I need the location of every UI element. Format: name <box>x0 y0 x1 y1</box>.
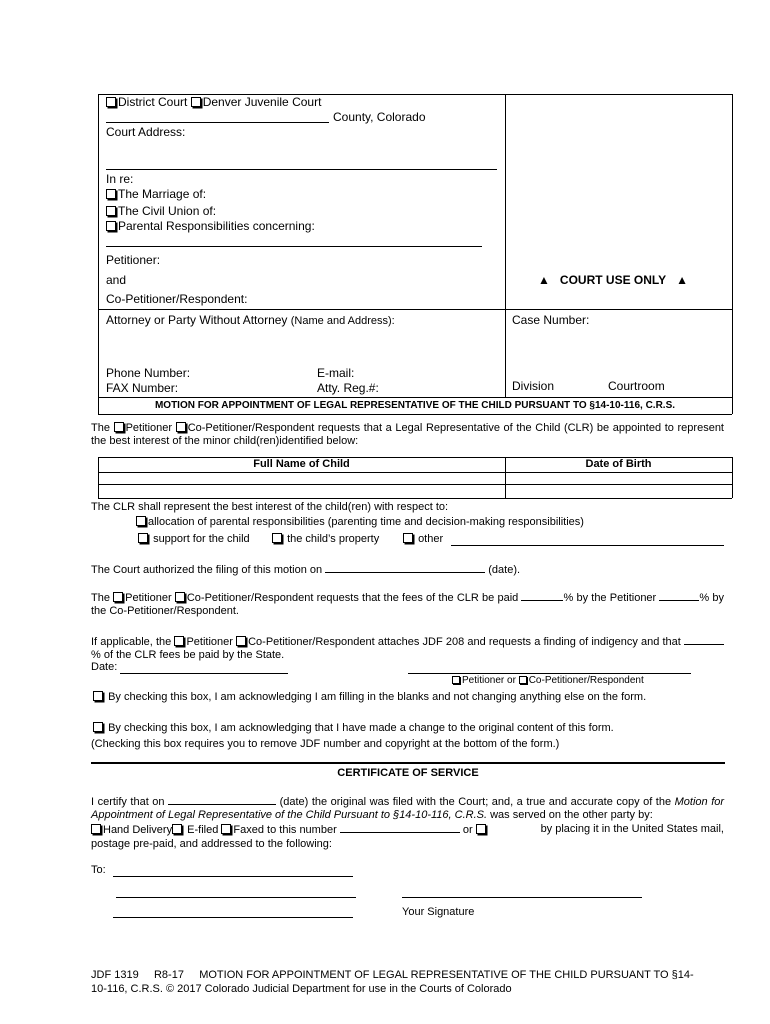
certificate-p1b: (date) the original was filed with the Court; and, a true and accurate copy of the <box>279 796 672 808</box>
county-label: County, Colorado <box>333 110 426 124</box>
juvenile-court-label: Denver Juvenile Court <box>202 95 322 109</box>
intro-petitioner-label: Petitioner <box>125 422 173 434</box>
indigency-paragraph <box>91 634 724 662</box>
indigency-petitioner-checkbox[interactable] <box>174 636 184 646</box>
date-blank[interactable] <box>120 673 288 674</box>
signature-blank[interactable] <box>408 673 691 674</box>
fees-text-1b: % by the Petitioner <box>563 592 657 604</box>
intro-co-petitioner-checkbox[interactable] <box>176 422 186 432</box>
attorney-row <box>106 313 395 327</box>
child-dob-cell[interactable] <box>506 485 731 497</box>
county-blank[interactable] <box>106 122 329 123</box>
ack-no-change-checkbox[interactable] <box>93 691 103 701</box>
attorney-label: Attorney or Party Without Attorney <box>106 313 288 327</box>
other-label: other <box>418 533 444 545</box>
ack-change-checkbox[interactable] <box>93 722 103 732</box>
attorney-section-border <box>98 309 732 310</box>
or-label: or <box>462 824 473 836</box>
certificate-motion-title-a: Motion <box>674 796 708 808</box>
fees-petitioner-checkbox[interactable] <box>113 592 123 602</box>
hand-delivery-checkbox[interactable] <box>91 824 101 834</box>
support-row <box>138 533 250 545</box>
fees-text-1a: requests that the fees of the CLR be paid <box>316 592 519 604</box>
caption-right-border <box>732 94 733 414</box>
indigency-prefix: If applicable, the <box>91 636 172 648</box>
table-header-dob: Date of Birth <box>585 458 652 470</box>
footer-line-1: JDF 1319 R8-17 MOTION FOR APPOINTMENT OF LEGAL REPRESENTATIVE OF THE CHILD PURSUANT TO §14- <box>91 969 694 981</box>
fees-the: The <box>91 592 110 604</box>
signer-petitioner-checkbox[interactable] <box>452 676 460 684</box>
table-border-bottom <box>98 498 732 499</box>
ack-no-change-row <box>93 691 646 703</box>
marriage-label: The Marriage of: <box>118 187 207 201</box>
fees-petitioner-percent-blank[interactable] <box>521 590 563 601</box>
support-label: support for the child <box>153 533 250 545</box>
mail-checkbox[interactable] <box>476 824 486 834</box>
property-row <box>272 533 379 545</box>
form-title: MOTION FOR APPOINTMENT OF LEGAL REPRESENTATIVE OF THE CHILD PURSUANT TO §14-10-116, C.R.S. <box>154 400 676 411</box>
and-label: and <box>106 273 127 287</box>
atty-reg-label: Atty. Reg.#: <box>317 381 379 395</box>
intro-text-2: represent the best interest of the minor child(ren)identified below: <box>91 422 724 447</box>
service-method-row-right <box>541 823 724 835</box>
district-court-checkbox[interactable] <box>106 97 116 107</box>
indigency-text-2: % of the CLR fees be paid by the State. <box>91 649 285 661</box>
court-address-label: Court Address: <box>106 125 186 139</box>
certificate-motion-title-b: for Appointment of Legal Representative of the Child Pursuant to §14-10-116, C.R.S. <box>91 796 725 821</box>
footer-line-2: 10-116, C.R.S. © 2017 Colorado Judicial Department for use in the Courts of Colorado <box>91 983 512 995</box>
caption-divider <box>505 94 506 397</box>
title-bottom-border <box>98 414 732 415</box>
to-label: To: <box>91 864 106 876</box>
certificate-paragraph <box>91 794 724 822</box>
parental-checkbox[interactable] <box>106 221 116 231</box>
address-blank-2[interactable] <box>116 897 356 898</box>
support-checkbox[interactable] <box>138 533 148 543</box>
ack-change-label: By checking this box, I am acknowledging that I have made a change to the original content of this form. <box>108 722 614 734</box>
allocation-checkbox[interactable] <box>136 516 146 526</box>
court-address-blank[interactable] <box>106 169 497 170</box>
faxed-checkbox[interactable] <box>221 824 231 834</box>
courtroom-label: Courtroom <box>608 379 665 393</box>
certificate-p2b: was served on the other party by: <box>490 809 653 821</box>
civil-union-row <box>106 204 216 218</box>
court-use-only-label: COURT USE ONLY <box>559 273 667 287</box>
date-label: Date: <box>91 661 118 673</box>
juvenile-court-checkbox[interactable] <box>191 97 201 107</box>
indigency-co-petitioner-label: Co-Petitioner/Respondent <box>248 636 375 648</box>
indigency-co-petitioner-checkbox[interactable] <box>236 636 246 646</box>
division-label: Division <box>512 379 555 393</box>
hand-delivery-label: Hand Delivery <box>103 824 173 836</box>
allocation-row <box>136 516 584 528</box>
property-checkbox[interactable] <box>272 533 282 543</box>
fees-paragraph <box>91 590 724 618</box>
certificate-heading: CERTIFICATE OF SERVICE <box>337 767 479 779</box>
service-method-row-left <box>91 822 488 836</box>
intro-the: The <box>91 422 110 434</box>
property-label: the child’s property <box>287 533 380 545</box>
parties-blank[interactable] <box>106 246 482 247</box>
address-blank-1[interactable] <box>113 876 353 877</box>
fees-co-percent-blank[interactable] <box>659 590 699 601</box>
in-re-label: In re: <box>106 172 134 186</box>
parental-row <box>106 219 315 233</box>
fees-co-petitioner-label: Co-Petitioner/Respondent <box>186 592 314 604</box>
efiled-label: E-filed <box>187 824 219 836</box>
intro-paragraph <box>91 422 724 448</box>
court-type-row <box>106 95 321 109</box>
your-signature-label: Your Signature <box>402 906 475 918</box>
triangle-up-icon: ▲ <box>538 273 550 287</box>
caption-bottom-border <box>98 397 732 398</box>
fees-petitioner-label: Petitioner <box>125 592 172 604</box>
indigency-text-1: attaches JDF 208 and requests a finding of indigency and that <box>377 636 681 648</box>
other-checkbox[interactable] <box>403 533 413 543</box>
civil-union-checkbox[interactable] <box>106 206 116 216</box>
other-blank[interactable] <box>451 545 724 546</box>
allocation-label: allocation of parental responsibilities (parenting time and decision-making responsibilities) <box>148 516 584 528</box>
ack-change-note: (Checking this box requires you to remove JDF number and copyright at the bottom of the form.) <box>91 738 560 750</box>
intro-petitioner-checkbox[interactable] <box>114 422 124 432</box>
fees-co-petitioner-checkbox[interactable] <box>175 592 185 602</box>
child-dob-cell[interactable] <box>506 473 731 483</box>
efiled-checkbox[interactable] <box>172 824 182 834</box>
table-border-right <box>732 457 733 498</box>
child-name-cell[interactable] <box>99 485 504 497</box>
co-petitioner-label: Co-Petitioner/Respondent: <box>106 292 248 306</box>
triangle-up-icon: ▲ <box>676 273 689 287</box>
petitioner-label: Petitioner: <box>106 253 161 267</box>
ack-change-row <box>93 722 614 734</box>
section-divider <box>91 762 725 764</box>
your-signature-blank[interactable] <box>402 897 642 898</box>
child-name-cell[interactable] <box>99 473 504 483</box>
phone-label: Phone Number: <box>106 366 191 380</box>
civil-union-label: The Civil Union of: <box>118 204 217 218</box>
district-court-label: District Court <box>118 95 188 109</box>
fax-number-blank[interactable] <box>340 822 460 833</box>
indigency-percent-blank[interactable] <box>684 634 724 645</box>
other-row <box>403 533 443 545</box>
signer-co-petitioner-label: Co-Petitioner/Respondent <box>528 675 644 686</box>
fees-text-2: % by the Co-Petitioner/Respondent. <box>91 592 725 617</box>
signer-petitioner-label: Petitioner or <box>462 675 516 686</box>
faxed-label: Faxed to this number <box>233 824 337 836</box>
parental-label: Parental Responsibilities concerning: <box>118 219 315 233</box>
clr-intro: The CLR shall represent the best interest of the child(ren) with respect to: <box>91 501 449 513</box>
authorized-prefix: The Court authorized the filing of this motion on <box>91 564 323 576</box>
indigency-petitioner-label: Petitioner <box>186 636 233 648</box>
mail-label: by placing it in the United States mail, <box>540 823 724 835</box>
caption-left-border <box>98 94 99 414</box>
signer-row <box>452 675 644 686</box>
authorized-row <box>91 562 520 576</box>
email-label: E-mail: <box>317 366 355 380</box>
authorized-suffix: (date). <box>488 564 521 576</box>
fax-label: FAX Number: <box>106 381 179 395</box>
address-blank-3[interactable] <box>113 917 353 918</box>
case-number-label: Case Number: <box>512 313 590 327</box>
attorney-note: (Name and Address): <box>290 315 395 327</box>
certificate-p1a: I certify that on <box>91 796 165 808</box>
court-use-only <box>538 273 688 287</box>
signer-co-petitioner-checkbox[interactable] <box>519 676 527 684</box>
marriage-checkbox[interactable] <box>106 189 116 199</box>
ack-no-change-label: By checking this box, I am acknowledging I am filling in the blanks and not changing anything else on the form. <box>108 691 647 703</box>
table-header-name: Full Name of Child <box>253 458 350 470</box>
service-date-blank[interactable] <box>168 794 276 805</box>
intro-text-1: requests that a Legal Representative of the Child (CLR) be appointed to <box>317 422 674 434</box>
marriage-row <box>106 187 206 201</box>
authorized-date-blank[interactable] <box>325 562 485 573</box>
intro-co-petitioner-label: Co-Petitioner/Respondent <box>187 422 315 434</box>
certificate-p4: postage pre-paid, and addressed to the following: <box>91 838 332 850</box>
